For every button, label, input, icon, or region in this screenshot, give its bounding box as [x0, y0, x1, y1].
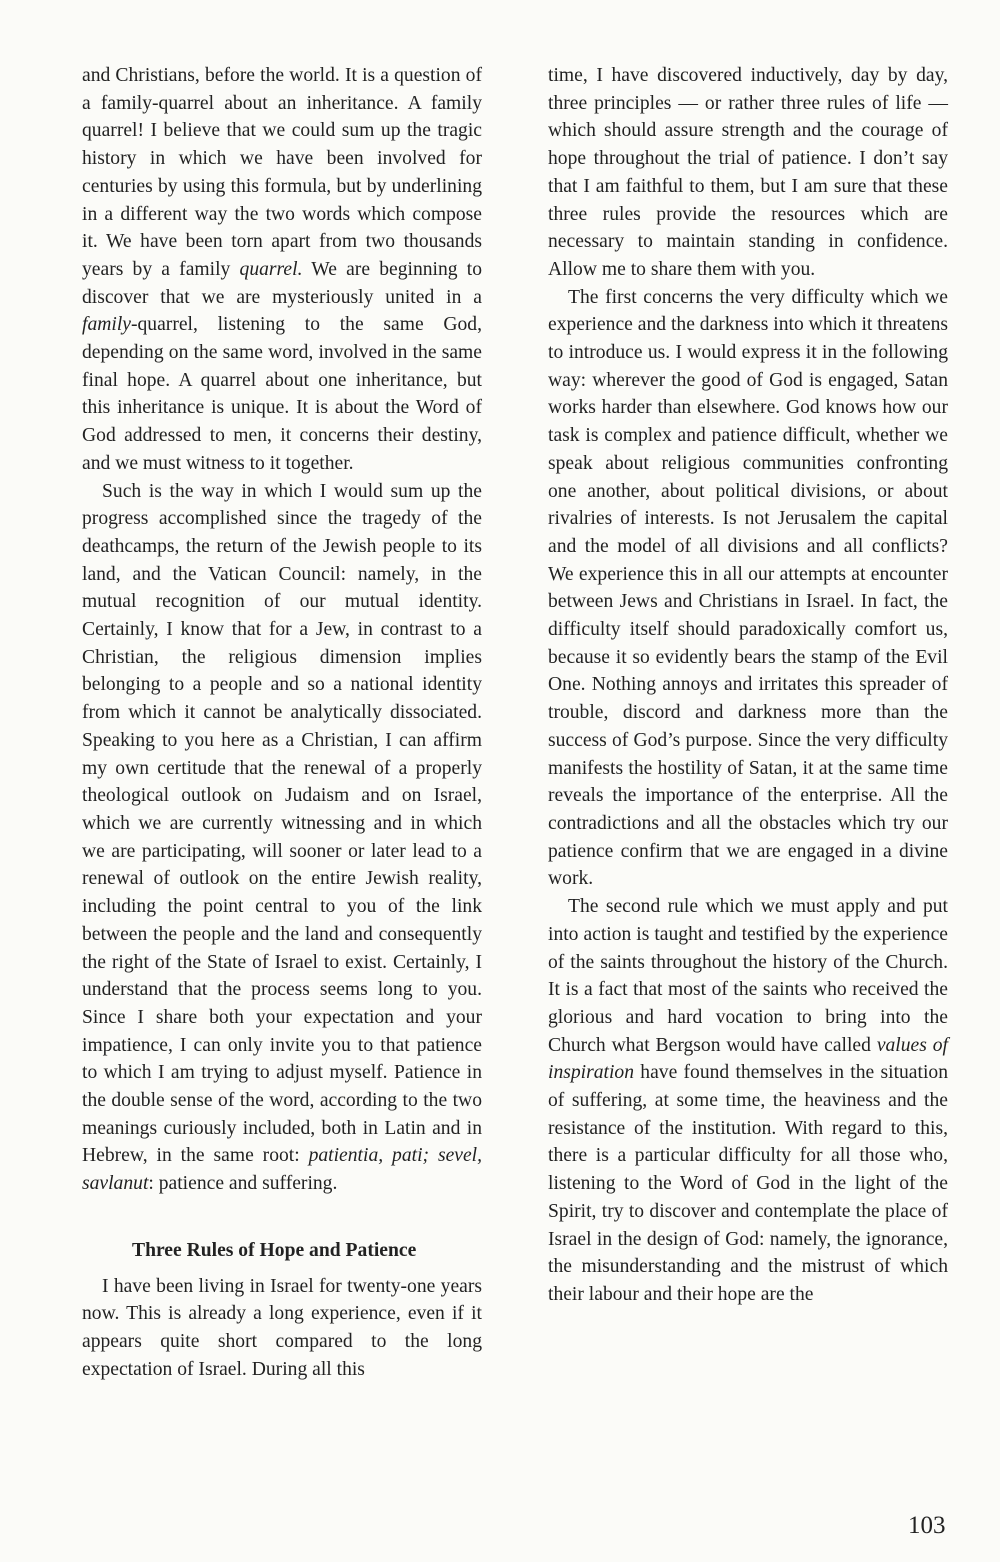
- emphasis: family: [82, 314, 131, 336]
- paragraph: Such is the way in which I would sum up the progress accomplished since the tragedy of the deathcamps, the return of the Jewish people to its land, and the Vatican Council: namely, in the mutual recognition of our mutual identity. Certainly, I know that for a Jew, in contrast to a Christian, the religious dimension implies belonging to a people and so a national identity from which it cannot be analytically dissociated. Speaking to you here as a Christian, I can affirm my own certitude that the renewal of a properly theological outlook on Judaism and on Israel, which we are currently witnessing and in which we are participating, will sooner or later lead to a renewal of outlook on the entire Jewish reality, including the point central to you of the link between the people and the land and consequently the right of the State of Israel to exist. Certainly, I understand that the process seems long to you. Since I share both your expectation and your impatience, I can only invite you to that patience to which I am trying to adjust myself. Patience in the double sense of the word, according to the two meanings curiously included, both in Latin and in Hebrew, in the same root: patientia, pati; sevel, savlanut: patience and suffering.: [82, 480, 482, 1195]
- right-column: [548, 62, 948, 1309]
- page-number: 103: [908, 1512, 946, 1539]
- paragraph: time, I have discovered inductively, day by day, three principles — or rather three rules of life — which should assure strength and the courage of hope throughout the trial of patience. I don’t say that I am faithful to them, but I am sure that these three rules provide the resources which are necessary to maintain standing in confidence. Allow me to share them with you.: [548, 65, 948, 280]
- emphasis: values of inspiration: [548, 1034, 948, 1084]
- paragraph: The second rule which we must apply and put into action is taught and testified by the experience of the saints throughout the history of the Church. It is a fact that most of the saints who received the glorious and hard vocation to bring into the Church what Bergson would have called values of inspiration have found themselves in the situation of suffering, at some time, the heaviness and the resistance of the institution. With regard to this, there is a particular difficulty for all those who, listening to the Word of God in the light of the Spirit, try to discover and contemplate the place of Israel in the design of God: namely, the ignorance, the misunderstanding and the mistrust of which their labour and their hope are the: [548, 896, 948, 1305]
- paragraph: I have been living in Israel for twenty-one years now. This is already a long experience, even if it appears quite short compared to the long expectation of Israel. During all this: [82, 1275, 482, 1380]
- left-column: [82, 62, 482, 1383]
- paragraph: and Christians, before the world. It is a question of a family-quarrel about an inheritance. A family quarrel! I believe that we could sum up the tragic history in which we have been involved for centuries by using this formula, but by underlining in a different way the two words which compose it. We have been torn apart from two thousands years by a family quarrel. We are beginning to discover that we are mysteriously united in a family-quarrel, listening to the same God, depending on the same word, involved in the same final hope. A quarrel about one inheritance, but this inheritance is unique. It is about the Word of God addressed to men, it concerns their destiny, and we must witness to it together.: [82, 65, 482, 474]
- emphasis: quarrel.: [239, 258, 303, 280]
- emphasis: patientia, pati; sevel, savlanut: [82, 1145, 482, 1195]
- paragraph: The first concerns the very difficulty which we experience and the darkness into which it threatens to introduce us. I would express it in the following way: wherever the good of God is engaged, Satan works harder than elsewhere. God knows how our task is complex and patience difficult, whether we speak about religious communities confronting one another, about political divisions, or about rivalries of interests. Is not Jerusalem the capital and the model of all divisions and all conflicts? We experience this in all our attempts at encounter between Jews and Christians in Israel. In fact, the difficulty itself should paradoxically comfort us, because it so evidently bears the stamp of the Evil One. Nothing annoys and irritates this spreader of trouble, discord and darkness more than the success of God’s purpose. Since the very difficulty manifests the hostility of Satan, it at the same time reveals the importance of the enterprise. All the contradictions and all the obstacles which try our patience confirm that we are engaged in a divine work.: [548, 286, 948, 890]
- section-heading: Three Rules of Hope and Patience: [132, 1239, 417, 1261]
